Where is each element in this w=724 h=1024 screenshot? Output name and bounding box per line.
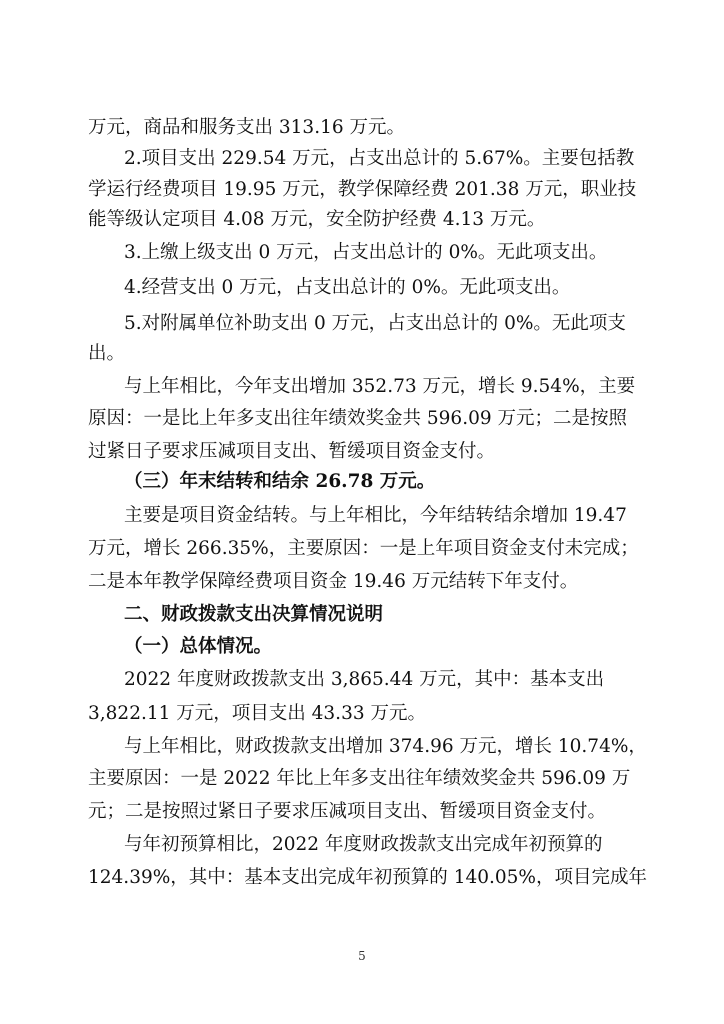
paragraph-line: 二是本年教学保障经费项目资金 19.46 万元结转下年支付。 <box>88 571 579 592</box>
paragraph-line: 能等级认定项目 4.08 万元，安全防护经费 4.13 万元。 <box>88 209 546 230</box>
page-number: 5 <box>358 949 366 963</box>
paragraph-line: 原因：一是比上年多支出往年绩效奖金共 596.09 万元；二是按照 <box>88 408 627 429</box>
paragraph-line: 124.39%，其中：基本支出完成年初预算的 140.05%，项目完成年 <box>88 867 648 888</box>
paragraph-line: 2.项目支出 229.54 万元，占支出总计的 5.67%。主要包括教 <box>124 148 635 169</box>
subsection-heading: （一）总体情况。 <box>124 636 273 657</box>
paragraph-line: 过紧日子要求压减项目支出、暂缓项目资金支付。 <box>88 441 496 462</box>
paragraph-line: 与上年相比，财政拨款支出增加 374.96 万元，增长 10.74%， <box>124 736 647 757</box>
paragraph-line: 元；二是按照过紧日子要求压减项目支出、暂缓项目资金支付。 <box>88 801 607 822</box>
paragraph-line: 出。 <box>88 343 126 364</box>
paragraph-line: 与年初预算相比，2022 年度财政拨款支出完成年初预算的 <box>124 834 603 855</box>
paragraph-line: 3.上缴上级支出 0 万元，占支出总计的 0%。无此项支出。 <box>124 242 608 263</box>
paragraph-line: 与上年相比，今年支出增加 352.73 万元，增长 9.54%，主要 <box>124 376 636 397</box>
paragraph-line: 4.经营支出 0 万元，占支出总计的 0%。无此项支出。 <box>124 277 571 298</box>
paragraph-line: 万元，增长 266.35%，主要原因：一是上年项目资金支付未完成； <box>88 538 639 559</box>
paragraph-line: 5.对附属单位补助支出 0 万元，占支出总计的 0%。无此项支 <box>124 313 626 334</box>
paragraph-line: 学运行经费项目 19.95 万元，教学保障经费 201.38 万元，职业技 <box>88 179 637 200</box>
paragraph-line: 3,822.11 万元，项目支出 43.33 万元。 <box>88 703 426 724</box>
section-heading: （三）年末结转和结余 26.78 万元。 <box>124 471 436 492</box>
paragraph-line: 主要原因：一是 2022 年比上年多支出往年绩效奖金共 596.09 万 <box>88 768 631 789</box>
paragraph-line: 主要是项目资金结转。与上年相比，今年结转结余增加 19.47 <box>124 505 627 526</box>
section-heading: 二、财政拨款支出决算情况说明 <box>124 604 384 625</box>
paragraph-line: 万元，商品和服务支出 313.16 万元。 <box>88 117 405 138</box>
paragraph-line: 2022 年度财政拨款支出 3,865.44 万元，其中：基本支出 <box>124 669 605 690</box>
